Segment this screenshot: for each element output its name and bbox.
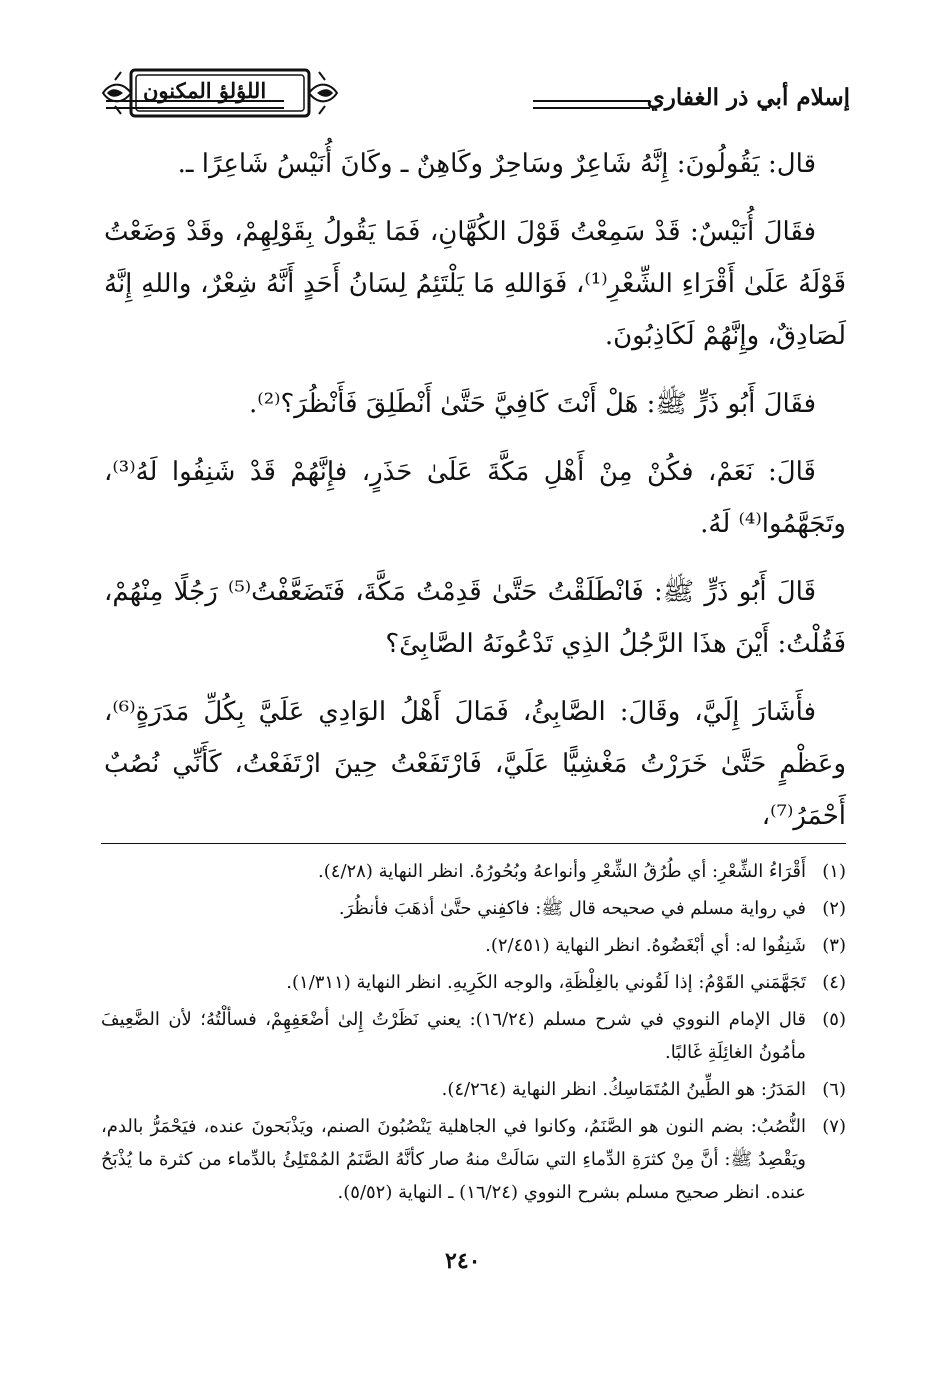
book-title: اللؤلؤ المكنون xyxy=(143,78,267,103)
paragraph: فقَالَ أَبُو ذَرٍّ ﷺ: هَلْ أَنْتَ كَافِيَّ حَتَّىٰ أَنْطَلِقَ فَأَنْظُرَ؟⁽²⁾. xyxy=(249,389,816,419)
footnote-number: (٧) xyxy=(822,1116,846,1137)
page-header xyxy=(95,62,850,120)
page-number: ٢٤٠ xyxy=(445,1248,481,1274)
paragraph: قَالَ أَبُو ذَرٍّ ﷺ: فَانْطَلَقْتُ حَتَّىٰ قَدِمْتُ مَكَّةَ، فَتَضَعَّفْتُ⁽⁵⁾ رَجُلًا مِنْهُمْ، فَقُلْتُ: أَيْنَ هذَا الرَّجُلُ الذِي تَدْعُونَهُ الصَّابِئَ؟ xyxy=(104,577,846,659)
footnote xyxy=(101,929,846,962)
footnote xyxy=(101,1003,846,1069)
footnote-text: في رواية مسلم في صحيحه قال ﷺ: فاكفِني حتَّىٰ أذهَبَ فأنظُرَ. xyxy=(338,898,806,919)
paragraph: قال: يَقُولُونَ: إِنَّهُ شَاعِرٌ وسَاحِرٌ وكَاهِنٌ ـ وكَانَ أُنَيْسُ شَاعِرًا ـ. xyxy=(177,149,816,179)
footnote-number: (١) xyxy=(822,861,846,882)
footnotes xyxy=(101,855,846,1213)
book-title-ornament xyxy=(95,66,345,120)
footnote xyxy=(101,1073,846,1106)
chapter-title: إسلام أبي ذر الغفاري xyxy=(646,84,850,111)
main-text xyxy=(104,138,846,858)
footnote-text: أَقْرَاءُ الشِّعْرِ: أي طُرُقُ الشِّعْرِ وأنواعهُ وبُحُورُهُ. انظر النهاية (٤/٢٨). xyxy=(318,861,806,882)
footnote-number: (٣) xyxy=(822,935,846,956)
paragraph: فأَشَارَ إِلَيَّ، وقَالَ: الصَّابِئُ، فَمَالَ أَهْلُ الوَادِي عَلَيَّ بِكُلِّ مَدَرَةٍ⁽⁶⁾، وعَظْمٍ حَتَّىٰ خَرَرْتُ مَغْشِيًّا عَلَيَّ، فَارْتَفَعْتُ حِينَ ارْتَفَعْتُ، كَأَنِّي نُصُبٌ أَحْمَرُ⁽⁷⁾، xyxy=(104,697,846,831)
footnote-number: (٢) xyxy=(822,898,846,919)
paragraph: قَالَ: نَعَمْ، فكُنْ مِنْ أَهْلِ مَكَّةَ عَلَىٰ حَذَرٍ، فإِنَّهُمْ قَدْ شَنِفُوا لَهُ⁽³⁾، وتَجَهَّمُوا⁽⁴⁾ لَهُ. xyxy=(104,457,846,539)
paragraph: فقَالَ أُنَيْسٌ: قَدْ سَمِعْتُ قَوْلَ الكُهَّانِ، فَمَا يَقُولُ بِقَوْلِهِمْ، وقَدْ وَضَعْتُ قَوْلَهُ عَلَىٰ أَقْرَاءِ الشِّعْرِ⁽¹⁾، فَوَاللهِ مَا يَلْتَئِمُ لِسَانُ أَحَدٍ أَنَّهُ شِعْرٌ، واللهِ إِنَّهُ لَصَادِقٌ، وإِنَّهُمْ لَكَاذِبُونَ. xyxy=(104,217,847,351)
footnote-text: المَدَرُ: هو الطِّينُ المُتَمَاسِكُ. انظر النهاية (٤/٢٦٤). xyxy=(441,1079,806,1100)
footnote-text: قال الإمام النووي في شرح مسلم (١٦/٢٤): يعني نَظَرْتُ إِلىٰ أضْعَفِهِمْ، فسألْتُهُ؛ لأن الضَّعِيفَ مأمُونُ الغائِلَةِ غَالبًا. xyxy=(101,1009,806,1063)
footnote xyxy=(101,855,846,888)
footnote-divider xyxy=(101,843,846,844)
footnote-number: (٤) xyxy=(822,972,846,993)
footnote-text: شَنِفُوا له: أي أبْغَضُوهُ. انظر النهاية (٢/٤٥١). xyxy=(485,935,806,956)
footnote-text: تَجَهَّمَني القَوْمُ: إذا لَقُوني بالغِلْظَةِ، والوجه الكَرِيهِ. انظر النهاية (١/٣١١). xyxy=(286,972,806,993)
footnote xyxy=(101,1110,846,1209)
footnote xyxy=(101,966,846,999)
header-divider xyxy=(533,100,650,109)
footnote-number: (٥) xyxy=(822,1009,846,1030)
footnote-number: (٦) xyxy=(822,1079,846,1100)
footnote xyxy=(101,892,846,925)
footnote-text: النُّصُبُ: بضم النون هو الصَّنَمُ، وكانوا في الجاهلية يَنْصُبُونَ الصنم، ويَذْبَحونَ عنده، فيَحْمَرُّ بالدم، ويَقْصِدُ ﷺ: أنَّ مِنْ كثرَةِ الدِّماءِ التي سَالَتْ منهُ صار كأنَّهُ الصَّنَمُ المُمْتَلِئُ بالدِّماء من كثرة ما يُذْبَحُ عنده. انظر صحيح مسلم بشرح النووي (١٦/٢٤) ـ النهاية (٥/٥٢). xyxy=(101,1116,806,1203)
